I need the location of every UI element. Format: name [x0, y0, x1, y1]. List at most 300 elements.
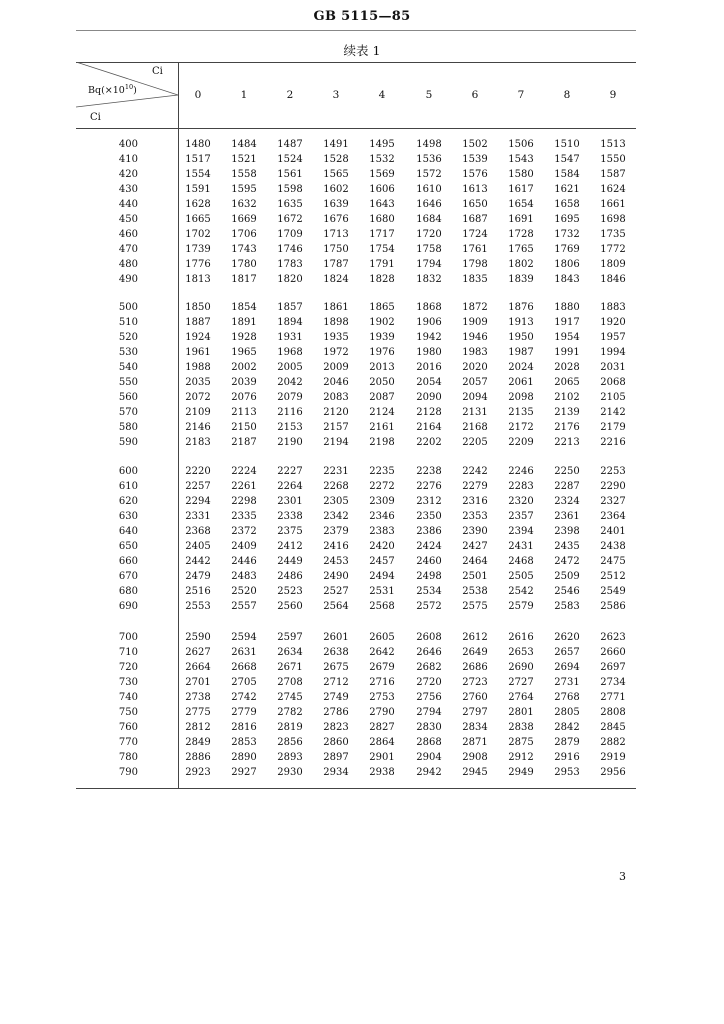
- table-cell: 2808: [600, 707, 626, 718]
- table-cell: 2209: [508, 437, 534, 448]
- table-cell: 1868: [416, 302, 442, 313]
- table-cell: 1913: [508, 317, 534, 328]
- column-header: 2: [286, 89, 294, 101]
- table-cell: 1702: [185, 229, 211, 240]
- table-cell: 2035: [185, 377, 211, 388]
- table-cell: 2853: [231, 737, 257, 748]
- table-cell: 1891: [231, 317, 257, 328]
- table-cell: 2731: [554, 677, 580, 688]
- table-cell: 1587: [600, 169, 626, 180]
- table-cell: 2338: [277, 511, 303, 522]
- table-cell: 2231: [323, 466, 349, 477]
- table-cell: 2805: [554, 707, 580, 718]
- table-header-rule: [76, 128, 636, 129]
- table-cell: 2608: [416, 632, 442, 643]
- table-cell: 1661: [600, 199, 626, 210]
- table-cell: 2890: [231, 752, 257, 763]
- table-cell: 2390: [462, 526, 488, 537]
- table-cell: 2897: [323, 752, 349, 763]
- table-cell: 1632: [231, 199, 257, 210]
- table-cell: 2671: [277, 662, 303, 673]
- table-cell: 2612: [462, 632, 488, 643]
- table-cell: 2564: [323, 601, 349, 612]
- table-cell: 1524: [277, 154, 303, 165]
- table-row: [76, 360, 636, 375]
- table-cell: 2090: [416, 392, 442, 403]
- table-cell: 2420: [369, 541, 395, 552]
- row-ci-value: 750: [118, 707, 138, 718]
- table-cell: 1754: [369, 244, 395, 255]
- table-cell: 1491: [323, 139, 349, 150]
- table-cell: 2923: [185, 767, 211, 778]
- table-cell: 2490: [323, 571, 349, 582]
- table-row: [76, 479, 636, 494]
- table-cell: 2309: [369, 496, 395, 507]
- row-ci-value: 620: [118, 496, 138, 507]
- table-cell: 1532: [369, 154, 395, 165]
- table-cell: 2350: [416, 511, 442, 522]
- table-cell: 1976: [369, 347, 395, 358]
- table-cell: 2372: [231, 526, 257, 537]
- table-cell: 1539: [462, 154, 488, 165]
- table-cell: 1547: [554, 154, 580, 165]
- table-cell: 1584: [554, 169, 580, 180]
- table-cell: 1968: [277, 347, 303, 358]
- row-ci-value: 470: [118, 244, 138, 255]
- table-cell: 2161: [369, 422, 395, 433]
- table-cell: 1658: [554, 199, 580, 210]
- table-cell: 2386: [416, 526, 442, 537]
- table-cell: 2782: [277, 707, 303, 718]
- table-cell: 2501: [462, 571, 488, 582]
- table-cell: 2205: [462, 437, 488, 448]
- page-number: 3: [619, 870, 626, 883]
- table-cell: 2930: [277, 767, 303, 778]
- table-cell: 1987: [508, 347, 534, 358]
- row-ci-value: 570: [118, 407, 138, 418]
- table-cell: 2830: [416, 722, 442, 733]
- table-cell: 1758: [416, 244, 442, 255]
- table-block: [76, 464, 636, 614]
- table-cell: 2786: [323, 707, 349, 718]
- table-caption: 续表 1: [343, 43, 381, 58]
- table-cell: 2779: [231, 707, 257, 718]
- table-cell: 2227: [277, 466, 303, 477]
- table-cell: 2586: [600, 601, 626, 612]
- column-header: 7: [517, 89, 525, 101]
- table-row: [76, 720, 636, 735]
- table-cell: 1650: [462, 199, 488, 210]
- table-cell: 1906: [416, 317, 442, 328]
- table-cell: 2305: [323, 496, 349, 507]
- table-cell: 1543: [508, 154, 534, 165]
- table-cell: 1502: [462, 139, 488, 150]
- table-row: [76, 705, 636, 720]
- table-cell: 2453: [323, 556, 349, 567]
- row-ci-value: 740: [118, 692, 138, 703]
- table-row: [76, 509, 636, 524]
- table-cell: 1732: [554, 229, 580, 240]
- table-row: [76, 599, 636, 614]
- table-cell: 2013: [369, 362, 395, 373]
- table-cell: 1576: [462, 169, 488, 180]
- table-cell: 2068: [600, 377, 626, 388]
- table-cell: 1665: [185, 214, 211, 225]
- table-cell: 2756: [416, 692, 442, 703]
- table-cell: 2919: [600, 752, 626, 763]
- table-cell: 1942: [416, 332, 442, 343]
- table-row: [76, 345, 636, 360]
- table-cell: 2512: [600, 571, 626, 582]
- table-cell: 1565: [323, 169, 349, 180]
- table-cell: 1680: [369, 214, 395, 225]
- table-row: [76, 539, 636, 554]
- row-ci-value: 600: [118, 466, 138, 477]
- table-cell: 2120: [323, 407, 349, 418]
- table-cell: 1513: [600, 139, 626, 150]
- table-bottom-rule: [76, 788, 636, 789]
- table-cell: 2572: [416, 601, 442, 612]
- table-cell: 2479: [185, 571, 211, 582]
- table-cell: 2257: [185, 481, 211, 492]
- table-cell: 1528: [323, 154, 349, 165]
- table-cell: 2601: [323, 632, 349, 643]
- table-cell: 1798: [462, 259, 488, 270]
- table-cell: 2812: [185, 722, 211, 733]
- table-cell: 2468: [508, 556, 534, 567]
- table-cell: 2431: [508, 541, 534, 552]
- table-cell: 1706: [231, 229, 257, 240]
- table-cell: 1724: [462, 229, 488, 240]
- table-cell: 2649: [462, 647, 488, 658]
- row-ci-value: 530: [118, 347, 138, 358]
- table-cell: 2856: [277, 737, 303, 748]
- table-cell: 2427: [462, 541, 488, 552]
- table-cell: 2301: [277, 496, 303, 507]
- table-cell: 2020: [462, 362, 488, 373]
- table-cell: 1835: [462, 274, 488, 285]
- row-ci-value: 510: [118, 317, 138, 328]
- table-cell: 2616: [508, 632, 534, 643]
- table-row: [76, 315, 636, 330]
- row-ci-value: 430: [118, 184, 138, 195]
- table-cell: 1817: [231, 274, 257, 285]
- table-cell: 2834: [462, 722, 488, 733]
- table-cell: 1713: [323, 229, 349, 240]
- table-cell: 2113: [231, 407, 257, 418]
- table-cell: 1954: [554, 332, 580, 343]
- table-cell: 1791: [369, 259, 395, 270]
- table-cell: 2694: [554, 662, 580, 673]
- table-cell: 2775: [185, 707, 211, 718]
- table-cell: 2187: [231, 437, 257, 448]
- table-cell: 2312: [416, 496, 442, 507]
- column-header: 9: [609, 89, 617, 101]
- table-block: [76, 300, 636, 450]
- table-cell: 2083: [323, 392, 349, 403]
- table-cell: 2664: [185, 662, 211, 673]
- table-cell: 2361: [554, 511, 580, 522]
- table-cell: 2242: [462, 466, 488, 477]
- table-cell: 1639: [323, 199, 349, 210]
- row-ci-value: 650: [118, 541, 138, 552]
- table-row: [76, 524, 636, 539]
- corner-label-bq: [88, 83, 137, 96]
- table-cell: 1624: [600, 184, 626, 195]
- table-cell: 2675: [323, 662, 349, 673]
- row-ci-value: 550: [118, 377, 138, 388]
- table-cell: 2009: [323, 362, 349, 373]
- table-cell: 2383: [369, 526, 395, 537]
- table-cell: 2438: [600, 541, 626, 552]
- table-cell: 2760: [462, 692, 488, 703]
- table-cell: 2449: [277, 556, 303, 567]
- table-cell: 2150: [231, 422, 257, 433]
- row-ci-value: 580: [118, 422, 138, 433]
- table-cell: 2435: [554, 541, 580, 552]
- row-ci-value: 770: [118, 737, 138, 748]
- table-cell: 2346: [369, 511, 395, 522]
- table-cell: 2749: [323, 692, 349, 703]
- table-cell: 1988: [185, 362, 211, 373]
- table-cell: 2198: [369, 437, 395, 448]
- table-cell: 2927: [231, 767, 257, 778]
- table-cell: 2024: [508, 362, 534, 373]
- table-cell: 2819: [277, 722, 303, 733]
- table-cell: 2072: [185, 392, 211, 403]
- table-cell: 2190: [277, 437, 303, 448]
- table-cell: 1602: [323, 184, 349, 195]
- table-cell: 2320: [508, 496, 534, 507]
- table-cell: 2768: [554, 692, 580, 703]
- table-cell: 1924: [185, 332, 211, 343]
- table-cell: 1695: [554, 214, 580, 225]
- table-row: [76, 750, 636, 765]
- table-cell: 2364: [600, 511, 626, 522]
- table-cell: 2246: [508, 466, 534, 477]
- table-cell: 2235: [369, 466, 395, 477]
- table-cell: 2472: [554, 556, 580, 567]
- table-cell: 2098: [508, 392, 534, 403]
- table-cell: 1787: [323, 259, 349, 270]
- table-cell: 2823: [323, 722, 349, 733]
- table-cell: 2261: [231, 481, 257, 492]
- table-cell: 2264: [277, 481, 303, 492]
- table-cell: 1961: [185, 347, 211, 358]
- column-header: 0: [194, 89, 202, 101]
- row-ci-value: 630: [118, 511, 138, 522]
- table-cell: 2153: [277, 422, 303, 433]
- table-cell: 2590: [185, 632, 211, 643]
- table-cell: 2560: [277, 601, 303, 612]
- table-cell: 2142: [600, 407, 626, 418]
- table-cell: 1746: [277, 244, 303, 255]
- table-cell: 2716: [369, 677, 395, 688]
- table-cell: 1743: [231, 244, 257, 255]
- table-cell: 2416: [323, 541, 349, 552]
- table-row: [76, 212, 636, 227]
- table-block: [76, 137, 636, 287]
- table-cell: 1646: [416, 199, 442, 210]
- table-cell: 1806: [554, 259, 580, 270]
- row-ci-value: 640: [118, 526, 138, 537]
- table-row: [76, 660, 636, 675]
- row-ci-value: 710: [118, 647, 138, 658]
- table-cell: 2797: [462, 707, 488, 718]
- row-ci-value: 730: [118, 677, 138, 688]
- table-cell: 1931: [277, 332, 303, 343]
- table-cell: 2771: [600, 692, 626, 703]
- table-cell: 2520: [231, 586, 257, 597]
- table-cell: 1735: [600, 229, 626, 240]
- table-cell: 1939: [369, 332, 395, 343]
- table-cell: 2294: [185, 496, 211, 507]
- column-header: 1: [240, 89, 248, 101]
- row-ci-value: 590: [118, 437, 138, 448]
- table-cell: 2620: [554, 632, 580, 643]
- table-cell: 2164: [416, 422, 442, 433]
- table-cell: 1654: [508, 199, 534, 210]
- table-row: [76, 390, 636, 405]
- table-row: [76, 630, 636, 645]
- table-cell: 1691: [508, 214, 534, 225]
- table-cell: 2912: [508, 752, 534, 763]
- table-block: [76, 630, 636, 780]
- table-cell: 1957: [600, 332, 626, 343]
- table-cell: 1521: [231, 154, 257, 165]
- table-cell: 1920: [600, 317, 626, 328]
- table-cell: 2216: [600, 437, 626, 448]
- table-cell: 2790: [369, 707, 395, 718]
- table-cell: 2886: [185, 752, 211, 763]
- corner-label-ci-bottom: Ci: [90, 112, 101, 123]
- table-cell: 1820: [277, 274, 303, 285]
- table-cell: 1595: [231, 184, 257, 195]
- table-cell: 1480: [185, 139, 211, 150]
- table-cell: 2742: [231, 692, 257, 703]
- table-cell: 2690: [508, 662, 534, 673]
- table-cell: 2953: [554, 767, 580, 778]
- table-cell: 2287: [554, 481, 580, 492]
- table-cell: 2686: [462, 662, 488, 673]
- table-cell: 2316: [462, 496, 488, 507]
- table-cell: 2409: [231, 541, 257, 552]
- table-cell: 2516: [185, 586, 211, 597]
- table-cell: 1554: [185, 169, 211, 180]
- table-cell: 1972: [323, 347, 349, 358]
- row-ci-value: 420: [118, 169, 138, 180]
- table-cell: 2549: [600, 586, 626, 597]
- row-ci-value: 450: [118, 214, 138, 225]
- table-cell: 2712: [323, 677, 349, 688]
- table-cell: 2139: [554, 407, 580, 418]
- table-cell: 2379: [323, 526, 349, 537]
- row-ci-value: 780: [118, 752, 138, 763]
- table-row: [76, 227, 636, 242]
- table-cell: 2061: [508, 377, 534, 388]
- table-cell: 2745: [277, 692, 303, 703]
- table-cell: 2065: [554, 377, 580, 388]
- table-cell: 2076: [231, 392, 257, 403]
- table-cell: 2272: [369, 481, 395, 492]
- table-cell: 1794: [416, 259, 442, 270]
- table-cell: 1765: [508, 244, 534, 255]
- column-header: 4: [378, 89, 386, 101]
- table-cell: 2594: [231, 632, 257, 643]
- table-cell: 2509: [554, 571, 580, 582]
- row-ci-value: 690: [118, 601, 138, 612]
- table-cell: 1909: [462, 317, 488, 328]
- table-cell: 2801: [508, 707, 534, 718]
- table-cell: 2168: [462, 422, 488, 433]
- table-cell: 1880: [554, 302, 580, 313]
- table-row: [76, 735, 636, 750]
- table-cell: 2220: [185, 466, 211, 477]
- table-cell: 2401: [600, 526, 626, 537]
- table-cell: 2904: [416, 752, 442, 763]
- table-cell: 2557: [231, 601, 257, 612]
- corner-bq-exponent: 10: [124, 83, 134, 91]
- table-cell: 2290: [600, 481, 626, 492]
- table-cell: 1846: [600, 274, 626, 285]
- table-cell: 1876: [508, 302, 534, 313]
- table-cell: 2642: [369, 647, 395, 658]
- table-cell: 2172: [508, 422, 534, 433]
- table-cell: 1991: [554, 347, 580, 358]
- table-cell: 1709: [277, 229, 303, 240]
- table-cell: 1572: [416, 169, 442, 180]
- table-cell: 2583: [554, 601, 580, 612]
- table-cell: 2446: [231, 556, 257, 567]
- table-cell: 2375: [277, 526, 303, 537]
- table-cell: 2634: [277, 647, 303, 658]
- table-cell: 1684: [416, 214, 442, 225]
- table-cell: 2238: [416, 466, 442, 477]
- table-cell: 2653: [508, 647, 534, 658]
- table-cell: 2327: [600, 496, 626, 507]
- table-cell: 2368: [185, 526, 211, 537]
- table-cell: 2945: [462, 767, 488, 778]
- table-cell: 2483: [231, 571, 257, 582]
- table-cell: 2105: [600, 392, 626, 403]
- table-row: [76, 405, 636, 420]
- table-cell: 2956: [600, 767, 626, 778]
- table-cell: 2028: [554, 362, 580, 373]
- table-cell: 1809: [600, 259, 626, 270]
- table-cell: 2838: [508, 722, 534, 733]
- table-cell: 1894: [277, 317, 303, 328]
- table-cell: 1720: [416, 229, 442, 240]
- standard-number: GB 5115—85: [313, 9, 411, 24]
- table-cell: 2298: [231, 496, 257, 507]
- table-cell: 2005: [277, 362, 303, 373]
- table-cell: 1569: [369, 169, 395, 180]
- column-header: 8: [563, 89, 571, 101]
- table-cell: 1865: [369, 302, 395, 313]
- table-cell: 1613: [462, 184, 488, 195]
- table-cell: 1883: [600, 302, 626, 313]
- row-ci-value: 560: [118, 392, 138, 403]
- table-cell: 2253: [600, 466, 626, 477]
- table-cell: 2194: [323, 437, 349, 448]
- table-cell: 1717: [369, 229, 395, 240]
- table-cell: 1561: [277, 169, 303, 180]
- table-cell: 2057: [462, 377, 488, 388]
- table-cell: 2079: [277, 392, 303, 403]
- table-cell: 1676: [323, 214, 349, 225]
- table-cell: 2942: [416, 767, 442, 778]
- table-cell: 2179: [600, 422, 626, 433]
